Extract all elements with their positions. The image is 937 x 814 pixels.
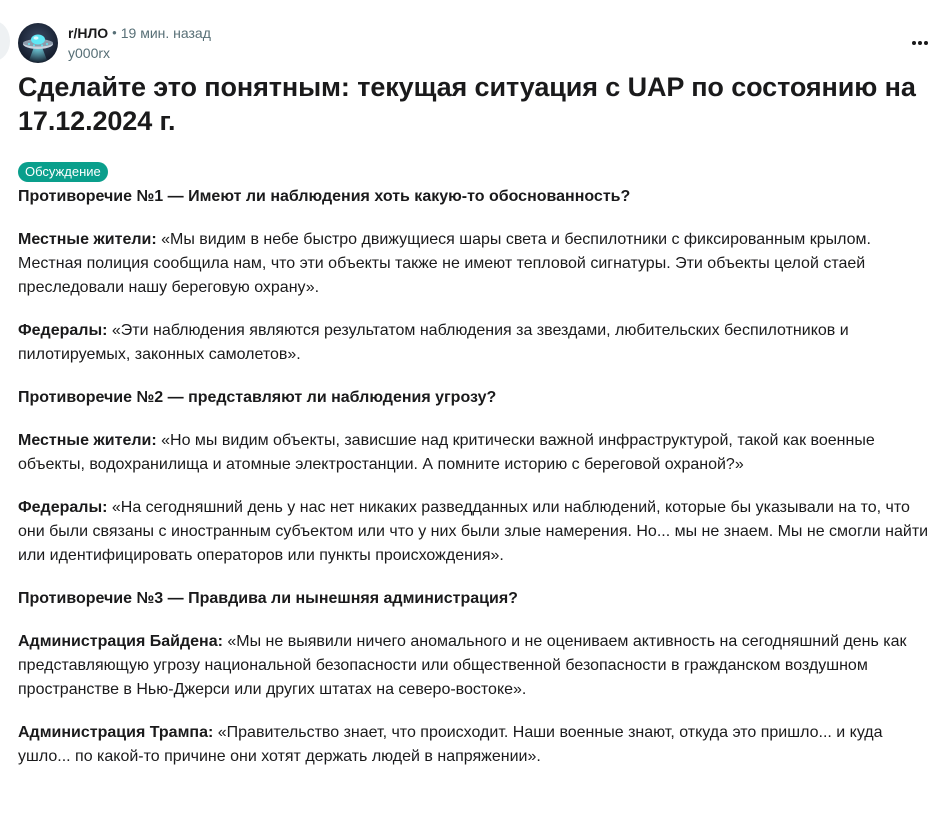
author-link[interactable]: y000rx bbox=[68, 45, 111, 61]
paragraph-text: «Но мы видим объекты, зависшие над критически важной инфраструктурой, такой как военные объекты, водохранилища и атомные электростанции. А помните историю с береговой охраной?» bbox=[18, 432, 875, 473]
paragraph-text: «Мы видим в небе быстро движущиеся шары света и беспилотники с фиксированным крылом. Местная полиция сообщила нам, что эти объекты также не имеют тепловой сигнатуры. Эти объекты целой стаей преследовали нашу береговую охрану». bbox=[18, 231, 871, 296]
speaker-label: Местные жители: bbox=[18, 432, 157, 449]
post-timestamp: 19 мин. назад bbox=[120, 25, 211, 41]
meta-separator: • bbox=[112, 25, 117, 40]
more-options-button[interactable] bbox=[907, 30, 933, 56]
post-body bbox=[18, 185, 930, 788]
subreddit-link[interactable]: r/НЛО bbox=[68, 25, 109, 41]
paragraph-feds-1 bbox=[18, 319, 930, 367]
paragraph-locals-2 bbox=[18, 429, 930, 477]
paragraph-text: «На сегодняшний день у нас нет никаких разведданных или наблюдений, которые бы указывали на то, что они были связаны с иностранным субъектом или что у них были злые намерения. Но... мы не знаем. Мы не смогли найти или идентифицировать операторов или пункты происхождения». bbox=[18, 499, 929, 564]
paragraph-biden-admin bbox=[18, 630, 930, 702]
contradiction-heading-2: Противоречие №2 — представляют ли наблюдения угрозу? bbox=[18, 389, 497, 406]
speaker-label: Федералы: bbox=[18, 322, 108, 339]
paragraph-text: «Правительство знает, что происходит. Наши военные знают, откуда это пришло... и куда ушло... по какой-то причине они хотят держать людей в напряжении». bbox=[18, 724, 883, 765]
paragraph-trump-admin bbox=[18, 721, 930, 769]
paragraph-feds-2 bbox=[18, 496, 930, 568]
ufo-avatar-icon[interactable] bbox=[18, 23, 58, 63]
paragraph-text: «Эти наблюдения являются результатом наблюдения за звездами, любительских беспилотников и пилотируемых, законных самолетов». bbox=[18, 322, 849, 363]
speaker-label: Местные жители: bbox=[18, 231, 157, 248]
paragraph-locals-1 bbox=[18, 228, 930, 300]
speaker-label: Федералы: bbox=[18, 499, 108, 516]
post-flair[interactable]: Обсуждение bbox=[18, 162, 108, 182]
speaker-label: Администрация Байдена: bbox=[18, 633, 223, 650]
back-button[interactable] bbox=[0, 21, 10, 61]
speaker-label: Администрация Трампа: bbox=[18, 724, 214, 741]
post-title: Сделайте это понятным: текущая ситуация с UAP по состоянию на 17.12.2024 г. bbox=[18, 72, 916, 136]
paragraph-text: «Мы не выявили ничего аномального и не оцениваем активность на сегодняшний день как представляющую угрозу национальной безопасности или общественной безопасности в гражданском воздушном пространстве в Нью-Джерси или других штатах на северо-востоке». bbox=[18, 633, 907, 698]
post-meta bbox=[68, 23, 211, 63]
post-header bbox=[18, 22, 211, 64]
contradiction-heading-1: Противоречие №1 — Имеют ли наблюдения хоть какую-то обоснованность? bbox=[18, 188, 631, 205]
more-horizontal-icon bbox=[911, 40, 929, 46]
contradiction-heading-3: Противоречие №3 — Правдива ли нынешняя администрация? bbox=[18, 590, 518, 607]
post-meta-top bbox=[68, 23, 211, 43]
